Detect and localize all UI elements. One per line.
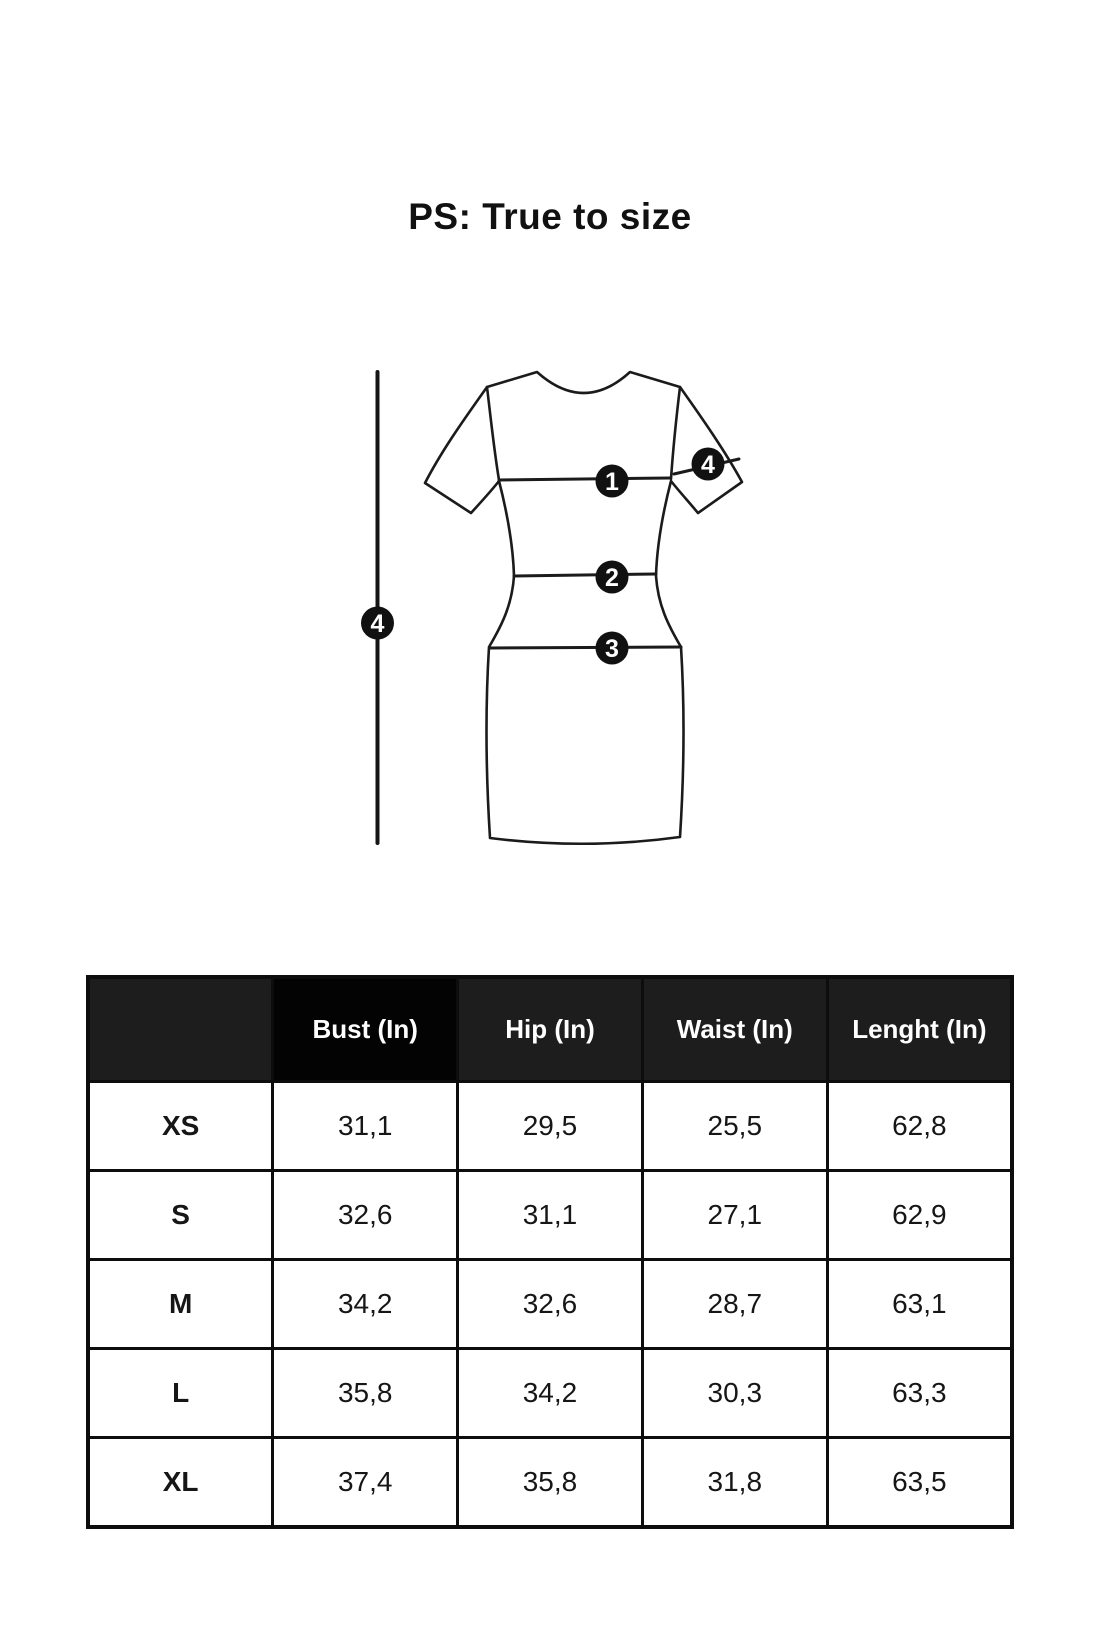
sleeve-marker-badge <box>692 448 725 481</box>
value-cell: 28,7 <box>642 1260 827 1349</box>
value-cell: 29,5 <box>458 1082 643 1171</box>
hip-measure-line <box>490 647 681 648</box>
size-chart-header <box>88 977 1012 1082</box>
table-row-xs <box>88 1082 1012 1171</box>
header-cell-waist: Waist (In) <box>642 977 827 1082</box>
value-cell: 25,5 <box>642 1082 827 1171</box>
bust-marker-number: 1 <box>605 468 619 496</box>
bust-marker-badge <box>596 465 629 498</box>
sleeve-marker-number: 4 <box>701 451 715 479</box>
waist-marker-badge <box>596 561 629 594</box>
size-cell: XL <box>88 1438 273 1528</box>
size-cell: M <box>88 1260 273 1349</box>
value-cell: 63,1 <box>827 1260 1012 1349</box>
dress-outline <box>425 372 742 844</box>
table-row-m <box>88 1260 1012 1349</box>
page-title: PS: True to size <box>408 196 692 237</box>
header-cell-empty <box>88 977 273 1082</box>
value-cell: 27,1 <box>642 1171 827 1260</box>
table-row-l <box>88 1349 1012 1438</box>
header-cell-bust: Bust (In) <box>273 977 458 1082</box>
waist-measure-line <box>514 574 656 576</box>
size-cell: S <box>88 1171 273 1260</box>
length-marker-badge <box>361 607 394 640</box>
header-cell-hip: Hip (In) <box>458 977 643 1082</box>
hip-marker-number: 3 <box>605 635 619 663</box>
value-cell: 31,8 <box>642 1438 827 1528</box>
value-cell: 63,5 <box>827 1438 1012 1528</box>
header-cell-length: Lenght (In) <box>827 977 1012 1082</box>
left-armhole-seam <box>487 387 499 480</box>
size-chart-table <box>86 975 1014 1529</box>
value-cell: 63,3 <box>827 1349 1012 1438</box>
value-cell: 62,8 <box>827 1082 1012 1171</box>
value-cell: 31,1 <box>273 1082 458 1171</box>
value-cell: 35,8 <box>273 1349 458 1438</box>
value-cell: 34,2 <box>273 1260 458 1349</box>
size-chart-body <box>88 1082 1012 1528</box>
value-cell: 37,4 <box>273 1438 458 1528</box>
value-cell: 34,2 <box>458 1349 643 1438</box>
size-cell: L <box>88 1349 273 1438</box>
size-cell: XS <box>88 1082 273 1171</box>
value-cell: 32,6 <box>458 1260 643 1349</box>
value-cell: 32,6 <box>273 1171 458 1260</box>
bust-measure-line <box>499 478 670 480</box>
header-row <box>88 977 1012 1082</box>
length-marker-number: 4 <box>370 610 385 638</box>
table-row-s <box>88 1171 1012 1260</box>
value-cell: 62,9 <box>827 1171 1012 1260</box>
value-cell: 30,3 <box>642 1349 827 1438</box>
right-armhole-seam <box>671 387 680 479</box>
waist-marker-number: 2 <box>605 564 619 592</box>
value-cell: 31,1 <box>458 1171 643 1260</box>
value-cell: 35,8 <box>458 1438 643 1528</box>
table-row-xl <box>88 1438 1012 1528</box>
hip-marker-badge <box>596 632 629 665</box>
